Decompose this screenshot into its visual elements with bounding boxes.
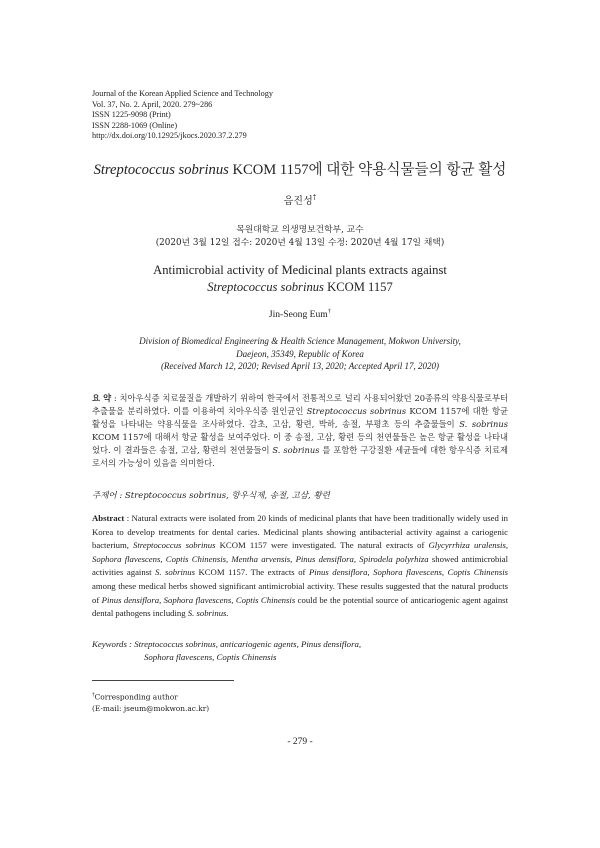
footnote-divider <box>92 680 234 681</box>
affiliation-korean-line: 목원대학교 의생명보건학부, 교수 <box>236 225 364 235</box>
keywords-english <box>92 638 361 664</box>
abstract-english-text: KCOM 1157. The extracts of <box>194 567 309 578</box>
footnote-label: Corresponding author <box>94 692 178 702</box>
abstract-english-species: S. sobrinus <box>155 567 195 578</box>
abstract-english-text: KCOM 1157 were investigated. The natural extracts of <box>215 540 429 551</box>
abstract-korean-text: 를 포함한 구강질환 세균들에 대한 항우식증 치료제로서의 가능성이 있음을 의미한다. <box>92 445 508 469</box>
abstract-korean-label: 요 약 <box>92 393 112 403</box>
author-korean-mark: † <box>312 193 317 202</box>
abstract-english-text: showed antimicrobial activities against <box>92 553 508 578</box>
footnote-corresponding <box>92 689 209 703</box>
abstract-english-species: Streptococcus sobrinus <box>133 540 216 551</box>
abstract-english-species: Glycyrrhiza uralensis, Sophora flavescens, Coptis Chinensis, Mentha arvensis, Pinus densiflora, Spirodela polyrhiza <box>92 540 508 564</box>
keywords-english-line2: Sophora flavescens, Coptis Chinensis <box>144 652 277 662</box>
dates-english-line: (Received March 12, 2020; Revised April 13, 2020; Accepted April 17, 2020) <box>160 361 440 372</box>
abstract-korean <box>92 392 508 471</box>
abstract-korean-species: S. sobrinus <box>272 445 320 456</box>
abstract-english-text: among these medical herbs showed significant antimicrobial activity. These results suggested that the natural products of <box>92 580 508 605</box>
abstract-korean-species: S. sobrinus <box>459 419 508 430</box>
abstract-english <box>92 512 508 621</box>
abstract-english-species: Pinus densiflora, Sophora flavescens, Coptis Chinensis <box>308 567 508 578</box>
author-korean <box>0 192 600 207</box>
title-english <box>0 262 600 295</box>
abstract-english-species: S. sobrinus. <box>187 608 229 619</box>
dates-korean-line: (2020년 3월 12일 접수: 2020년 4월 13일 수정: 2020년 4월 17일 채택) <box>155 238 445 248</box>
title-english-line1: Antimicrobial activity of Medicinal plants extracts against <box>153 263 447 277</box>
affiliation-english-line2: Daejeon, 35349, Republic of Korea <box>236 348 364 359</box>
journal-doi-link[interactable]: http://dx.doi.org/10.12925/jkocs.2020.37.2.279 <box>92 131 247 141</box>
journal-name: Journal of the Korean Applied Science and Technology <box>92 89 273 98</box>
author-english <box>0 308 600 320</box>
footnote <box>92 689 209 715</box>
abstract-english-text: could be the potential source of anticariogenic agent against dental pathogens including <box>92 594 508 619</box>
abstract-english-label: Abstract <box>92 513 125 523</box>
abstract-korean-text: KCOM 1157에 대한 항균 활성을 나타내는 약용식물을 조사하였다. 감초, 고삼, 황련, 박하, 송절, 부평초 등의 추출물들이 <box>92 406 508 430</box>
journal-volume: Vol. 37, No. 2. April, 2020. 279~286 <box>92 99 213 109</box>
abstract-korean-text: : 치아우식증 치료물질을 개발하기 위하여 한국에서 전통적으로 널리 사용되어왔던 20종류의 약용식물로부터 추출물을 분리하였다. 이를 이용하여 치아우식증 원인균인 <box>92 393 508 417</box>
title-english-line2 <box>0 279 600 296</box>
author-english-mark: † <box>327 308 332 315</box>
journal-issn-print: ISSN 1225-9098 (Print) <box>92 110 171 120</box>
abstract-korean-species: Streptococcus sobrinus <box>306 406 407 417</box>
journal-issn-online: ISSN 2288-1069 (Online) <box>92 120 178 130</box>
title-english-strain: KCOM 1157 <box>323 279 393 294</box>
author-korean-name: 음진성 <box>283 196 313 207</box>
footnote-mark: † <box>92 692 95 698</box>
author-english-name: Jin-Seong Eum <box>268 309 328 321</box>
journal-header <box>92 89 273 142</box>
affiliation-english-line1: Division of Biomedical Engineering & Health Science Management, Mokwon University, <box>139 336 461 346</box>
abstract-korean-text: KCOM 1157에 대해서 항균 활성을 보여주었다. 이 중 송절, 고삼, 황련 등의 천연물들은 높은 항균 활성을 나타내었다. 이 결과들은 송절, 고삼, 황련의 천연물들이 <box>92 432 508 456</box>
title-korean <box>0 158 600 179</box>
abstract-english-text: : Natural extracts were isolated from 20 kinds of medicinal plants that have been traditionally widely used in Korea to develop treatments for dental caries. Medicinal plants showing antibacterial activity against a cariogenic bacterium, <box>92 513 508 551</box>
affiliation-korean <box>0 224 600 250</box>
keywords-korean: 주제어 : Streptococcus sobrinus, 항우식제, 송절, 고삼, 황련 <box>92 491 330 501</box>
title-korean-rest: KCOM 1157에 대한 약용식물들의 항균 활성 <box>228 162 507 178</box>
affiliation-english <box>0 335 600 373</box>
abstract-english-species: Pinus densiflora, Sophora flavescens, Coptis Chinensis <box>101 594 296 605</box>
title-english-species: Streptococcus sobrinus <box>207 279 324 294</box>
page-number: - 279 - <box>287 737 313 747</box>
keywords-english-line1: Keywords : Streptococcus sobrinus, anticariogenic agents, Pinus densiflora, <box>92 639 362 649</box>
title-korean-species: Streptococcus sobrinus <box>93 162 229 178</box>
footnote-email: (E-mail: jseum@mokwon.ac.kr) <box>92 704 210 714</box>
